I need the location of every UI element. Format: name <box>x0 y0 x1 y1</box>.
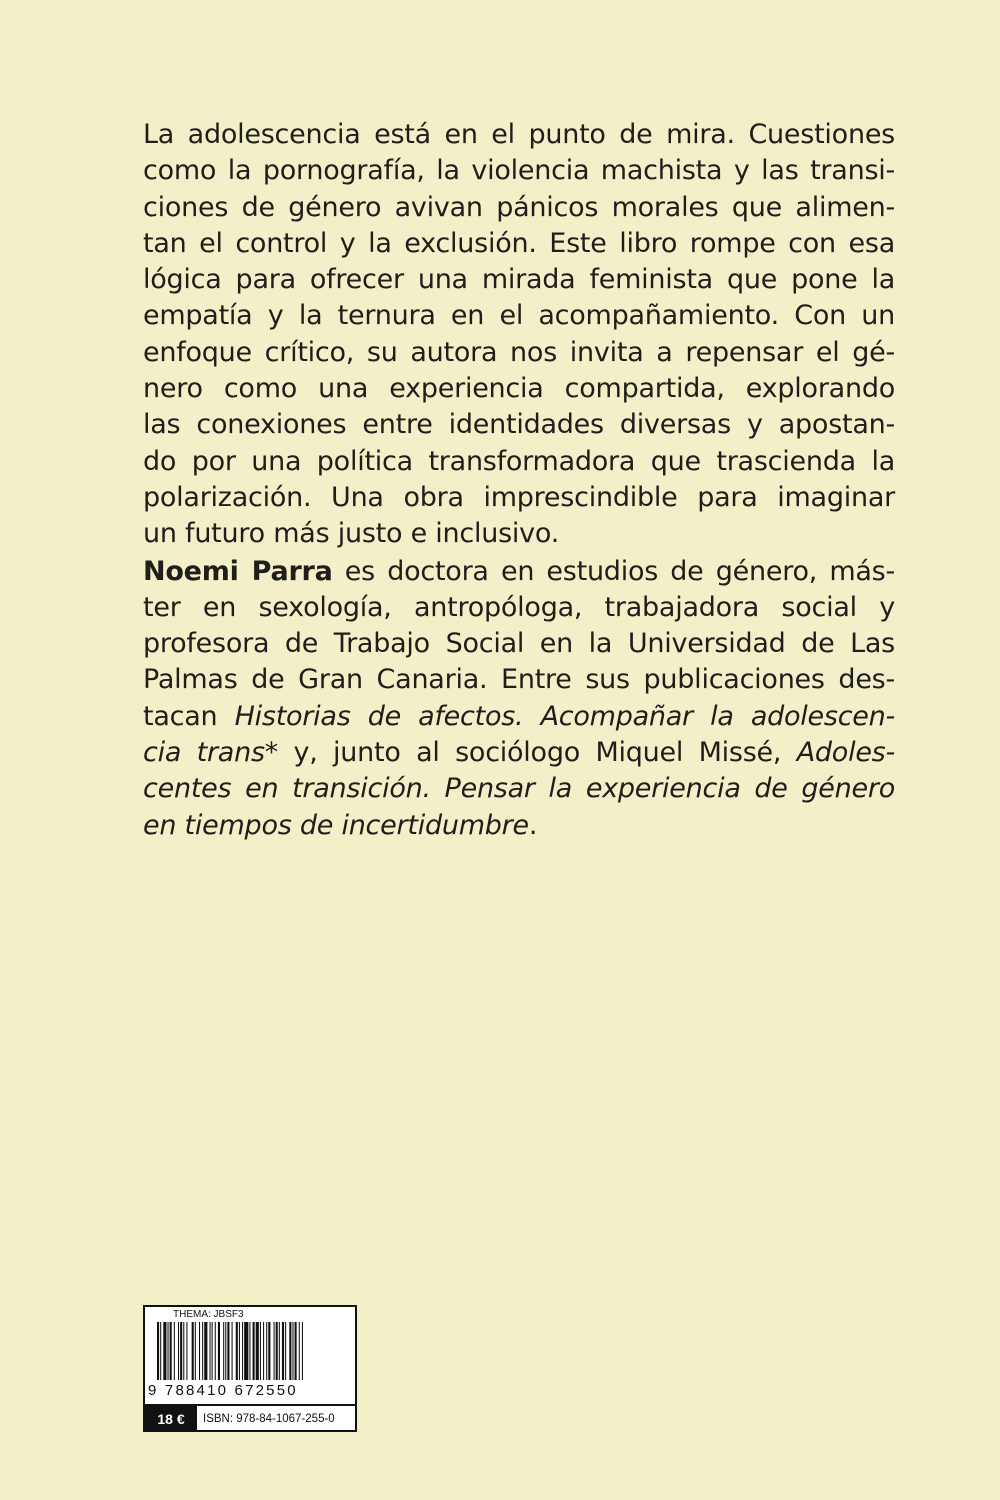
synopsis-line: La adolescencia está en el punto de mira. Cuestiones <box>143 119 895 150</box>
bio-line: en tiempos de incertidumbre. <box>143 809 538 841</box>
author-name: Noemi Parra <box>143 555 333 587</box>
thema-code: THEMA: JBSF3 <box>173 1309 244 1320</box>
synopsis-line: las conexiones entre identidades diversas y apostan- <box>143 409 895 441</box>
synopsis-line: empatía y la ternura en el acompañamiento. Con un <box>143 300 895 332</box>
book-title: cia trans* <box>143 737 279 769</box>
synopsis-paragraph <box>143 117 895 553</box>
synopsis-line: tan el control y la exclusión. Este libro rompe con esa <box>143 227 895 259</box>
isbn-text: ISBN: 978-84-1067-255-0 <box>203 1413 335 1425</box>
synopsis-line: un futuro más justo e inclusivo. <box>143 518 560 550</box>
barcode-bars <box>157 1322 347 1382</box>
author-bio-paragraph <box>143 554 895 844</box>
barcode-digits: 9 788410 672550 <box>148 1382 298 1399</box>
synopsis-line: como la pornografía, la violencia machista y las transi- <box>143 155 895 187</box>
bio-line: cia trans* y, junto al sociólogo Miquel Missé, Adoles- <box>143 737 895 769</box>
bio-line: Palmas de Gran Canaria. Entre sus publicaciones des- <box>143 664 895 696</box>
synopsis-line: polarización. Una obra imprescindible para imaginar <box>143 481 895 513</box>
synopsis-line: do por una política transformadora que trascienda la <box>143 445 895 477</box>
synopsis-line: lógica para ofrecer una mirada feminista que pone la <box>143 264 895 296</box>
book-title: centes en transición. Pensar la experiencia de género <box>143 773 895 805</box>
synopsis-line: enfoque crítico, su autora nos invita a repensar el gé- <box>143 336 895 368</box>
barcode-label <box>143 1305 357 1432</box>
bio-line: ter en sexología, antropóloga, trabajadora social y <box>143 591 895 623</box>
book-title: en tiempos de incertidumbre <box>143 809 529 841</box>
price-isbn-row <box>145 1404 355 1432</box>
book-title: Historias de afectos. Acompañar la adolescen- <box>234 700 896 732</box>
bio-line: Noemi Parra es doctora en estudios de género, más- <box>143 555 895 587</box>
price-badge: 18 € <box>145 1406 197 1432</box>
book-title: Adoles- <box>796 737 895 769</box>
bio-line <box>143 771 895 807</box>
back-cover-text <box>143 117 895 844</box>
bio-line: profesora de Trabajo Social en la Universidad de Las <box>143 628 895 660</box>
synopsis-line: ciones de género avivan pánicos morales que alimen- <box>143 191 895 223</box>
bio-line: tacan Historias de afectos. Acompañar la adolescen- <box>143 700 896 732</box>
synopsis-line: nero como una experiencia compartida, explorando <box>143 373 895 405</box>
